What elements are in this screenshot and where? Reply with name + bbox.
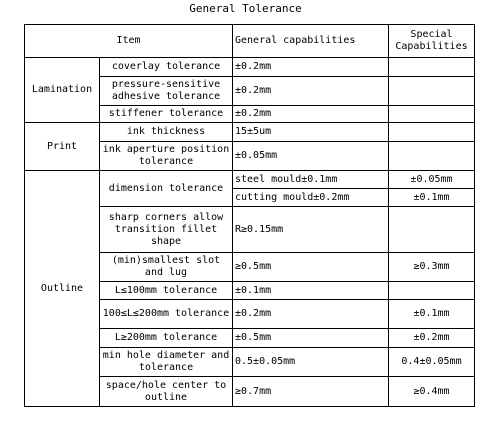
general-cell: ±0.2mm [233,300,389,329]
special-cell [389,58,475,77]
special-cell: ±0.1mm [389,300,475,329]
general-cell: ±0.2mm [233,77,389,106]
header-special-capabilities: Special Capabilities [389,25,475,58]
item-cell: 100≤L≤200mm tolerance [100,300,233,329]
item-cell: (min)smallest slot and lug [100,253,233,282]
general-cell: ±0.2mm [233,58,389,77]
general-cell: steel mould±0.1mm [233,171,389,189]
item-cell: coverlay tolerance [100,58,233,77]
special-cell [389,142,475,171]
item-cell: sharp corners allow transition fillet shape [100,207,233,253]
table-row [25,171,475,189]
table-row [25,58,475,77]
special-cell: ≥0.3mm [389,253,475,282]
item-cell: ink aperture position tolerance [100,142,233,171]
group-outline: Outline [25,171,100,407]
tolerance-table [24,24,475,407]
special-cell: ≥0.4mm [389,377,475,407]
item-cell: dimension tolerance [100,171,233,207]
general-cell: ≥0.7mm [233,377,389,407]
general-cell: ±0.1mm [233,282,389,300]
group-print: Print [25,123,100,171]
special-cell [389,106,475,123]
item-cell: pressure-sensitive adhesive tolerance [100,77,233,106]
general-cell: R≥0.15mm [233,207,389,253]
group-lamination: Lamination [25,58,100,123]
special-cell: ±0.1mm [389,189,475,207]
special-cell [389,207,475,253]
item-cell: min hole diameter and tolerance [100,348,233,377]
table-title: General Tolerance [189,2,302,15]
special-cell [389,282,475,300]
special-cell [389,123,475,142]
header-row [25,25,475,58]
special-cell: ±0.2mm [389,329,475,348]
item-cell: stiffener tolerance [100,106,233,123]
special-cell [389,77,475,106]
special-cell: ±0.05mm [389,171,475,189]
table-row [25,123,475,142]
general-cell: ±0.2mm [233,106,389,123]
item-cell: ink thickness [100,123,233,142]
general-cell: ±0.5mm [233,329,389,348]
header-general-capabilities: General capabilities [233,25,389,58]
general-cell: 0.5±0.05mm [233,348,389,377]
general-cell: 15±5um [233,123,389,142]
special-cell: 0.4±0.05mm [389,348,475,377]
general-cell: ±0.05mm [233,142,389,171]
header-item: Item [25,25,233,58]
general-cell: ≥0.5mm [233,253,389,282]
item-cell: L≤100mm tolerance [100,282,233,300]
item-cell: space/hole center to outline [100,377,233,407]
item-cell: L≥200mm tolerance [100,329,233,348]
general-cell: cutting mould±0.2mm [233,189,389,207]
